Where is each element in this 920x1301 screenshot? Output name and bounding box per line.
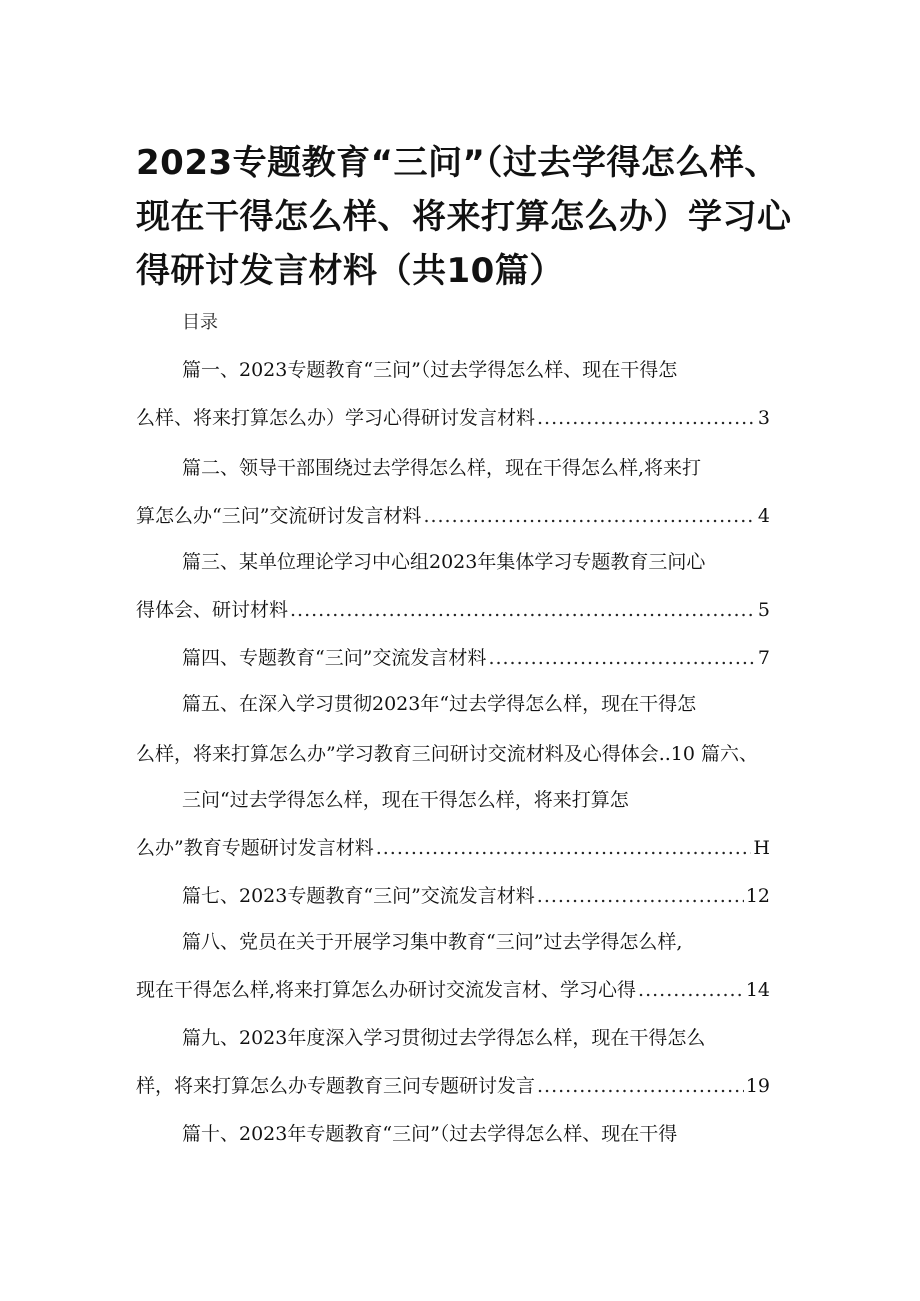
toc-leader-dots [537,882,744,910]
toc-entry-7 [182,882,770,910]
toc-leader-dots [537,1072,744,1100]
toc-entry-2-line2 [136,502,770,530]
toc-entry-8-line1: 篇八、党员在关于开展学习集中教育“三问”过去学得怎么样, [182,931,683,953]
toc-entry-8-page: 14 [745,979,770,1001]
toc-entry-8-line2 [136,976,770,1004]
toc-entry-4-page: 7 [757,647,770,669]
toc-entry-6-text: 么办”教育专题研讨发言材料 [136,837,374,859]
toc-entry-5-line1: 篇五、在深入学习贯彻2023年“过去学得怎么样，现在干得怎 [182,693,697,715]
toc-entry-1-line1: 篇一、2023专题教育“三问”（过去学得怎么样、现在干得怎 [182,359,678,381]
document-title: 2023专题教育“三问”（过去学得怎么样、现在干得怎么样、将来打算怎么办）学习心得研讨发言材料（共10篇） [136,143,792,291]
toc-label: 目录 [182,312,218,333]
toc-leader-dots [290,596,756,624]
toc-entry-2-line1: 篇二、领导干部围绕过去学得怎么样，现在干得怎么样,将来打 [182,457,702,479]
toc-entry-7-text: 篇七、2023专题教育“三问”交流发言材料 [182,885,535,907]
toc-entry-9-text: 样，将来打算怎么办专题教育三问专题研讨发言 [136,1075,536,1097]
toc-leader-dots [423,502,755,530]
toc-entry-3-line2 [136,596,770,624]
toc-entry-2-page: 4 [757,505,770,527]
toc-entry-9-line1: 篇九、2023年度深入学习贯彻过去学得怎么样，现在干得怎么 [182,1027,706,1049]
toc-entry-2-text: 算怎么办“三问”交流研讨发言材料 [136,505,422,527]
toc-entry-1-text: 么样、将来打算怎么办）学习心得研讨发言材料 [136,407,536,429]
toc-entry-3-text: 得体会、研讨材料 [136,599,289,621]
toc-entry-8-text: 现在干得怎么样,将来打算怎么办研讨交流发言材、学习心得 [136,979,637,1001]
toc-entry-9-line2 [136,1072,770,1100]
toc-entry-6-line2 [136,834,770,862]
toc-entry-3-page: 5 [757,599,770,621]
toc-entry-7-page: 12 [745,885,770,907]
toc-entry-5-line2: 么样，将来打算怎么办”学习教育三问研讨交流材料及心得体会..10 篇六、 [136,743,759,765]
toc-entry-3-line1: 篇三、某单位理论学习中心组2023年集体学习专题教育三问心 [182,551,706,573]
toc-entry-1-line2 [136,404,770,432]
toc-entry-6-page: H [753,837,770,859]
toc-leader-dots [537,404,756,432]
toc-leader-dots [488,644,755,672]
toc-leader-dots [638,976,744,1004]
toc-leader-dots [376,834,752,862]
toc-entry-4 [182,644,770,672]
toc-entry-1-page: 3 [757,407,770,429]
toc-entry-4-text: 篇四、专题教育“三问”交流发言材料 [182,647,487,669]
toc-entry-9-page: 19 [745,1075,770,1097]
toc-entry-10-line1: 篇十、2023年专题教育“三问”（过去学得怎么样、现在干得 [182,1123,678,1145]
toc-entry-6-line1: 三问“过去学得怎么样，现在干得怎么样，将来打算怎 [182,789,629,811]
